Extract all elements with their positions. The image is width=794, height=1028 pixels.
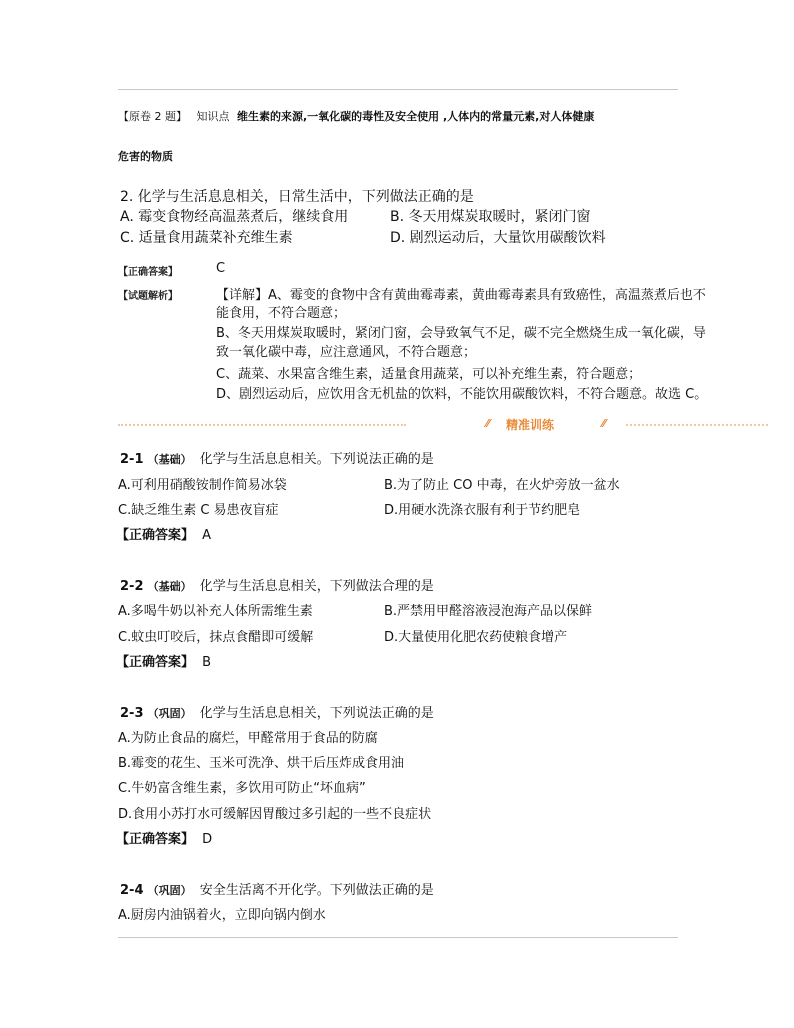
answer-label: 【正确答案】: [116, 655, 195, 670]
banner-deco-left-icon: ⁄⁄: [486, 417, 490, 430]
exercise-answer: [116, 651, 211, 670]
exercise-level: （巩固）: [147, 707, 192, 720]
answer-value: D: [202, 832, 213, 847]
original-question-stem: 2. 化学与生活息息相关，日常生活中，下列做法正确的是: [120, 189, 474, 205]
exercise-option: C.牛奶富含维生素，多饮用可防止“坏血病”: [118, 781, 366, 796]
exercise-stem: 安全生活离不开化学。下列做法正确的是: [199, 883, 434, 898]
exercise-number: 2-2: [120, 579, 144, 594]
knowledge-point-continued: 危害的物质: [118, 150, 173, 163]
exercise-option: B.为了防止 CO 中毒，在火炉旁放一盆水: [384, 478, 620, 493]
exercise-option: D.食用小苏打水可缓解因胃酸过多引起的一些不良症状: [118, 807, 432, 822]
analysis-line-5: C、蔬菜、水果富含维生素，适量食用蔬菜，可以补充维生素，符合题意；: [216, 367, 642, 382]
section-banner: [118, 414, 770, 436]
exercise-stem: 化学与生活息息相关，下列做法合理的是: [199, 579, 434, 594]
bottom-rule: [118, 937, 678, 938]
knowledge-point-text: 维生素的来源,一氧化碳的毒性及安全使用 ,人体内的常量元素,对人体健康: [237, 110, 595, 123]
analysis-label: 【试题解析】: [118, 291, 178, 302]
original-option-b: B. 冬天用煤炭取暖时，紧闭门窗: [390, 209, 591, 225]
exercise-header-2-3: [120, 702, 434, 721]
top-rule: [118, 89, 678, 90]
analysis-line-6: D、剧烈运动后，应饮用含无机盐的饮料，不能饮用碳酸饮料，不符合题意。故选 C。: [216, 387, 708, 402]
banner-deco-right-icon: ⁄⁄: [602, 417, 606, 430]
analysis-line-4: 致一氧化碳中毒，应注意通风，不符合题意；: [216, 345, 477, 360]
exercise-header-2-2: [120, 575, 434, 594]
exercise-answer: [116, 828, 212, 847]
exercise-option: A.可利用硝酸铵制作简易冰袋: [118, 478, 287, 493]
exercise-option: A.多喝牛奶以补充人体所需维生素: [118, 604, 313, 619]
exercise-answer: [116, 524, 211, 543]
original-option-c: C. 适量食用蔬菜补充维生素: [120, 230, 293, 246]
exercise-stem: 化学与生活息息相关。下列说法正确的是: [199, 452, 434, 467]
answer-label: 【正确答案】: [116, 832, 195, 847]
analysis-line-1: 【详解】A、霉变的食物中含有黄曲霉毒素，黄曲霉毒素具有致癌性，高温蒸煮后也不: [216, 288, 706, 303]
exercise-number: 2-4: [120, 883, 144, 898]
exercise-option: D.用硬水洗涤衣服有利于节约肥皂: [384, 503, 581, 518]
source-label: 【原卷 2 题】: [118, 110, 187, 123]
exercise-option: B.严禁用甲醛溶液浸泡海产品以保鲜: [384, 604, 593, 619]
answer-value: B: [202, 655, 212, 670]
exercise-number: 2-3: [120, 706, 144, 721]
banner-dots-right: [626, 424, 768, 426]
exercise-option: B.霉变的花生、玉米可洗净、烘干后压炸成食用油: [118, 756, 405, 771]
exercise-option: C.蚊虫叮咬后，抹点食醋即可缓解: [118, 630, 314, 645]
exercise-stem: 化学与生活息息相关，下列说法正确的是: [199, 706, 434, 721]
answer-label: 【正确答案】: [116, 528, 195, 543]
banner-title: 精准训练: [506, 418, 555, 432]
original-answer-label: 【正确答案】: [118, 267, 178, 278]
source-tag: [118, 108, 594, 124]
exercise-option: C.缺乏维生素 C 易患夜盲症: [118, 503, 279, 518]
banner-dots-left: [118, 424, 406, 426]
analysis-line-2: 能食用，不符合题意；: [216, 306, 347, 321]
exercise-number: 2-1: [120, 452, 144, 467]
exercise-option: D.大量使用化肥农药使粮食增产: [384, 630, 568, 645]
exercise-header-2-4: [120, 879, 434, 898]
exercise-header-2-1: [120, 448, 434, 467]
knowledge-point-label: 知识点: [196, 110, 230, 123]
original-option-a: A. 霉变食物经高温蒸煮后，继续食用: [120, 209, 349, 225]
original-answer-value: C: [216, 261, 226, 276]
exercise-option: A.为防止食品的腐烂，甲醛常用于食品的防腐: [118, 731, 378, 746]
exercise-level: （基础）: [147, 580, 192, 593]
original-option-d: D. 剧烈运动后，大量饮用碳酸饮料: [390, 230, 606, 246]
answer-value: A: [202, 528, 212, 543]
exercise-level: （基础）: [147, 453, 192, 466]
exercise-level: （巩固）: [147, 884, 192, 897]
analysis-line-3: B、冬天用煤炭取暖时，紧闭门窗，会导致氧气不足，碳不完全燃烧生成一氧化碳，导: [216, 326, 706, 341]
exercise-option: A.厨房内油锅着火，立即向锅内倒水: [118, 908, 326, 923]
